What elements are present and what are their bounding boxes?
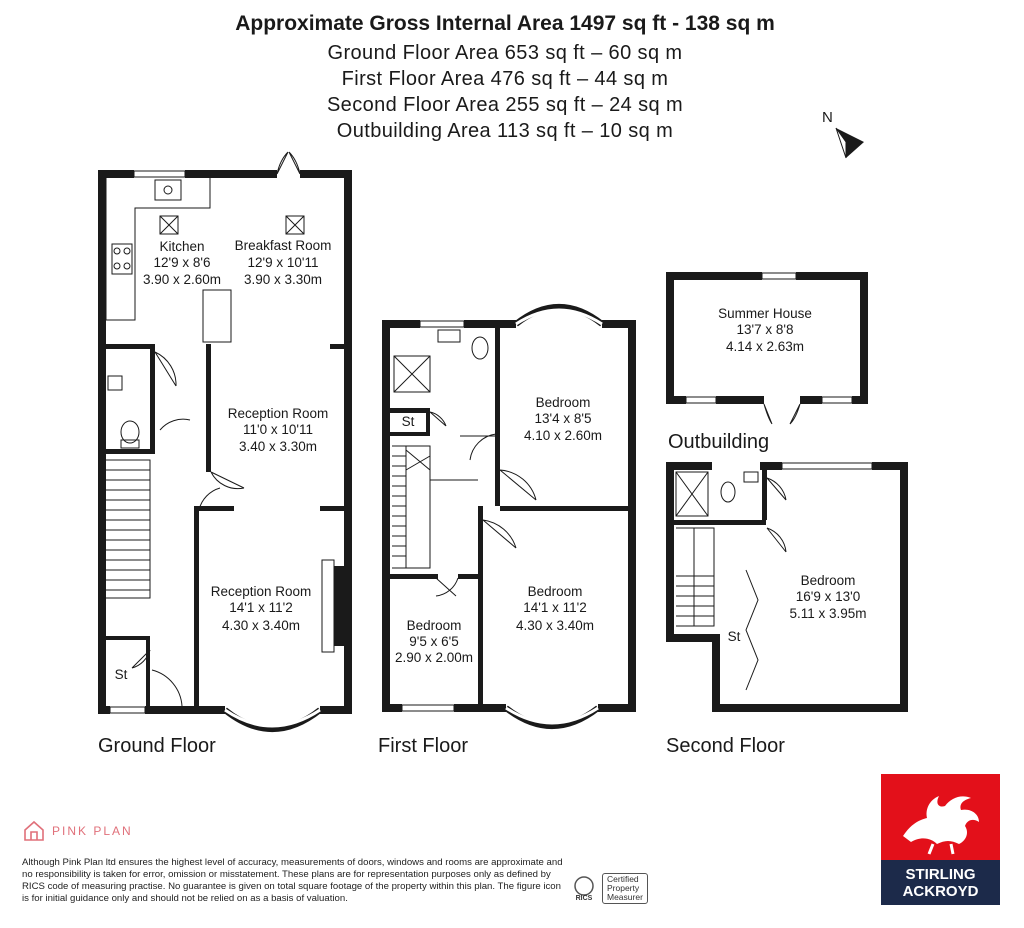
ff-bed1-name: Bedroom (535, 395, 591, 410)
reception1-metric: 3.40 x 3.30m (238, 439, 318, 454)
outbuilding-label: Outbuilding (668, 431, 770, 453)
brand-name (881, 860, 1000, 905)
first-floor-plan (378, 307, 636, 757)
outbuilding-area: Outbuilding Area 113 sq ft – 10 sq m (336, 120, 674, 142)
area-title: Approximate Gross Internal Area 1497 sq ft - 138 sq m (235, 12, 775, 35)
rics-cert-line-2: Property (607, 882, 640, 893)
sf-bed-metric: 5.11 x 3.95m (789, 606, 867, 621)
ff-bed2-imperial: 14'1 x 11'2 (523, 600, 587, 615)
sf-store-label: St (727, 629, 741, 644)
breakfast-imperial: 12'9 x 10'11 (247, 255, 319, 270)
rics-certified-box (602, 873, 648, 904)
first-stairs (392, 446, 478, 568)
ff-bed2-name: Bedroom (527, 584, 583, 599)
house-icon (22, 819, 46, 843)
compass-north-icon (822, 109, 864, 158)
rics-cert-line-3: Measurer (607, 891, 643, 902)
ff-bed1-imperial: 13'4 x 8'5 (534, 411, 592, 426)
reception2-name: Reception Room (210, 584, 312, 599)
rics-label: RICS (575, 895, 593, 902)
second-floor-area: Second Floor Area 255 sq ft – 24 sq m (326, 94, 684, 116)
gf-store-label: St (114, 667, 128, 682)
ff-bed3-name: Bedroom (406, 618, 462, 633)
second-stairs (676, 528, 714, 626)
sf-bed-name: Bedroom (800, 573, 856, 588)
rics-cert-line-1: Certified (607, 873, 639, 884)
ff-bed1-metric: 4.10 x 2.60m (523, 428, 603, 443)
kitchen-metric: 3.90 x 2.60m (142, 272, 222, 287)
ground-floor-label: Ground Floor (98, 735, 216, 757)
rics-badge (570, 872, 660, 904)
brand-red-panel (881, 774, 1000, 860)
reception1-imperial: 11'0 x 10'11 (243, 422, 313, 437)
summer-house-name: Summer House (718, 306, 812, 321)
breakfast-metric: 3.90 x 3.30m (243, 272, 323, 287)
rics-icon (570, 874, 598, 902)
ground-stairs (106, 460, 150, 598)
kitchen-name: Kitchen (159, 239, 205, 254)
disclaimer-text: Although Pink Plan ltd ensures the highest level of accuracy, measurements of doors, windows and rooms are approximate and no responsibility is taken for error, omission or misstatement. These plans are for representation purposes only as defined by RICS code of measuring practise. No guarantee is given on total square footage of the property within this plan. The figure icon is for initial guidance only and should not be relied on as a basis of valuation. (22, 857, 563, 904)
reception1-name: Reception Room (227, 406, 329, 421)
breakfast-name: Breakfast Room (234, 238, 332, 253)
pink-plan-text: PINK PLAN (52, 824, 133, 838)
outbuilding-plan (666, 272, 868, 453)
brand-line-2: ACKROYD (902, 883, 979, 900)
first-floor-area: First Floor Area 476 sq ft – 44 sq m (341, 68, 669, 90)
first-floor-label: First Floor (378, 735, 468, 757)
summer-house-imperial: 13'7 x 8'8 (736, 322, 794, 337)
summer-house-metric: 4.14 x 2.63m (725, 339, 805, 354)
reception2-imperial: 14'1 x 11'2 (229, 600, 293, 615)
brand-line-1: STIRLING (905, 866, 976, 883)
ff-store-label: St (401, 414, 415, 429)
pink-plan-logo (22, 818, 133, 844)
ground-floor-area: Ground Floor Area 653 sq ft – 60 sq m (327, 42, 683, 64)
kitchen-imperial: 12'9 x 8'6 (153, 255, 211, 270)
sf-bed-imperial: 16'9 x 13'0 (795, 589, 861, 604)
ff-bed2-metric: 4.30 x 3.40m (515, 618, 595, 633)
second-floor-label: Second Floor (666, 735, 785, 757)
ff-bed3-imperial: 9'5 x 6'5 (409, 634, 459, 649)
second-floor-plan (666, 462, 908, 757)
ff-bed3-metric: 2.90 x 2.00m (394, 650, 474, 665)
ground-floor-plan (98, 152, 352, 757)
stirling-ackroyd-logo (881, 774, 1000, 905)
compass-label: N (822, 109, 833, 126)
reception2-metric: 4.30 x 3.40m (221, 618, 301, 633)
griffin-icon (881, 774, 1000, 860)
